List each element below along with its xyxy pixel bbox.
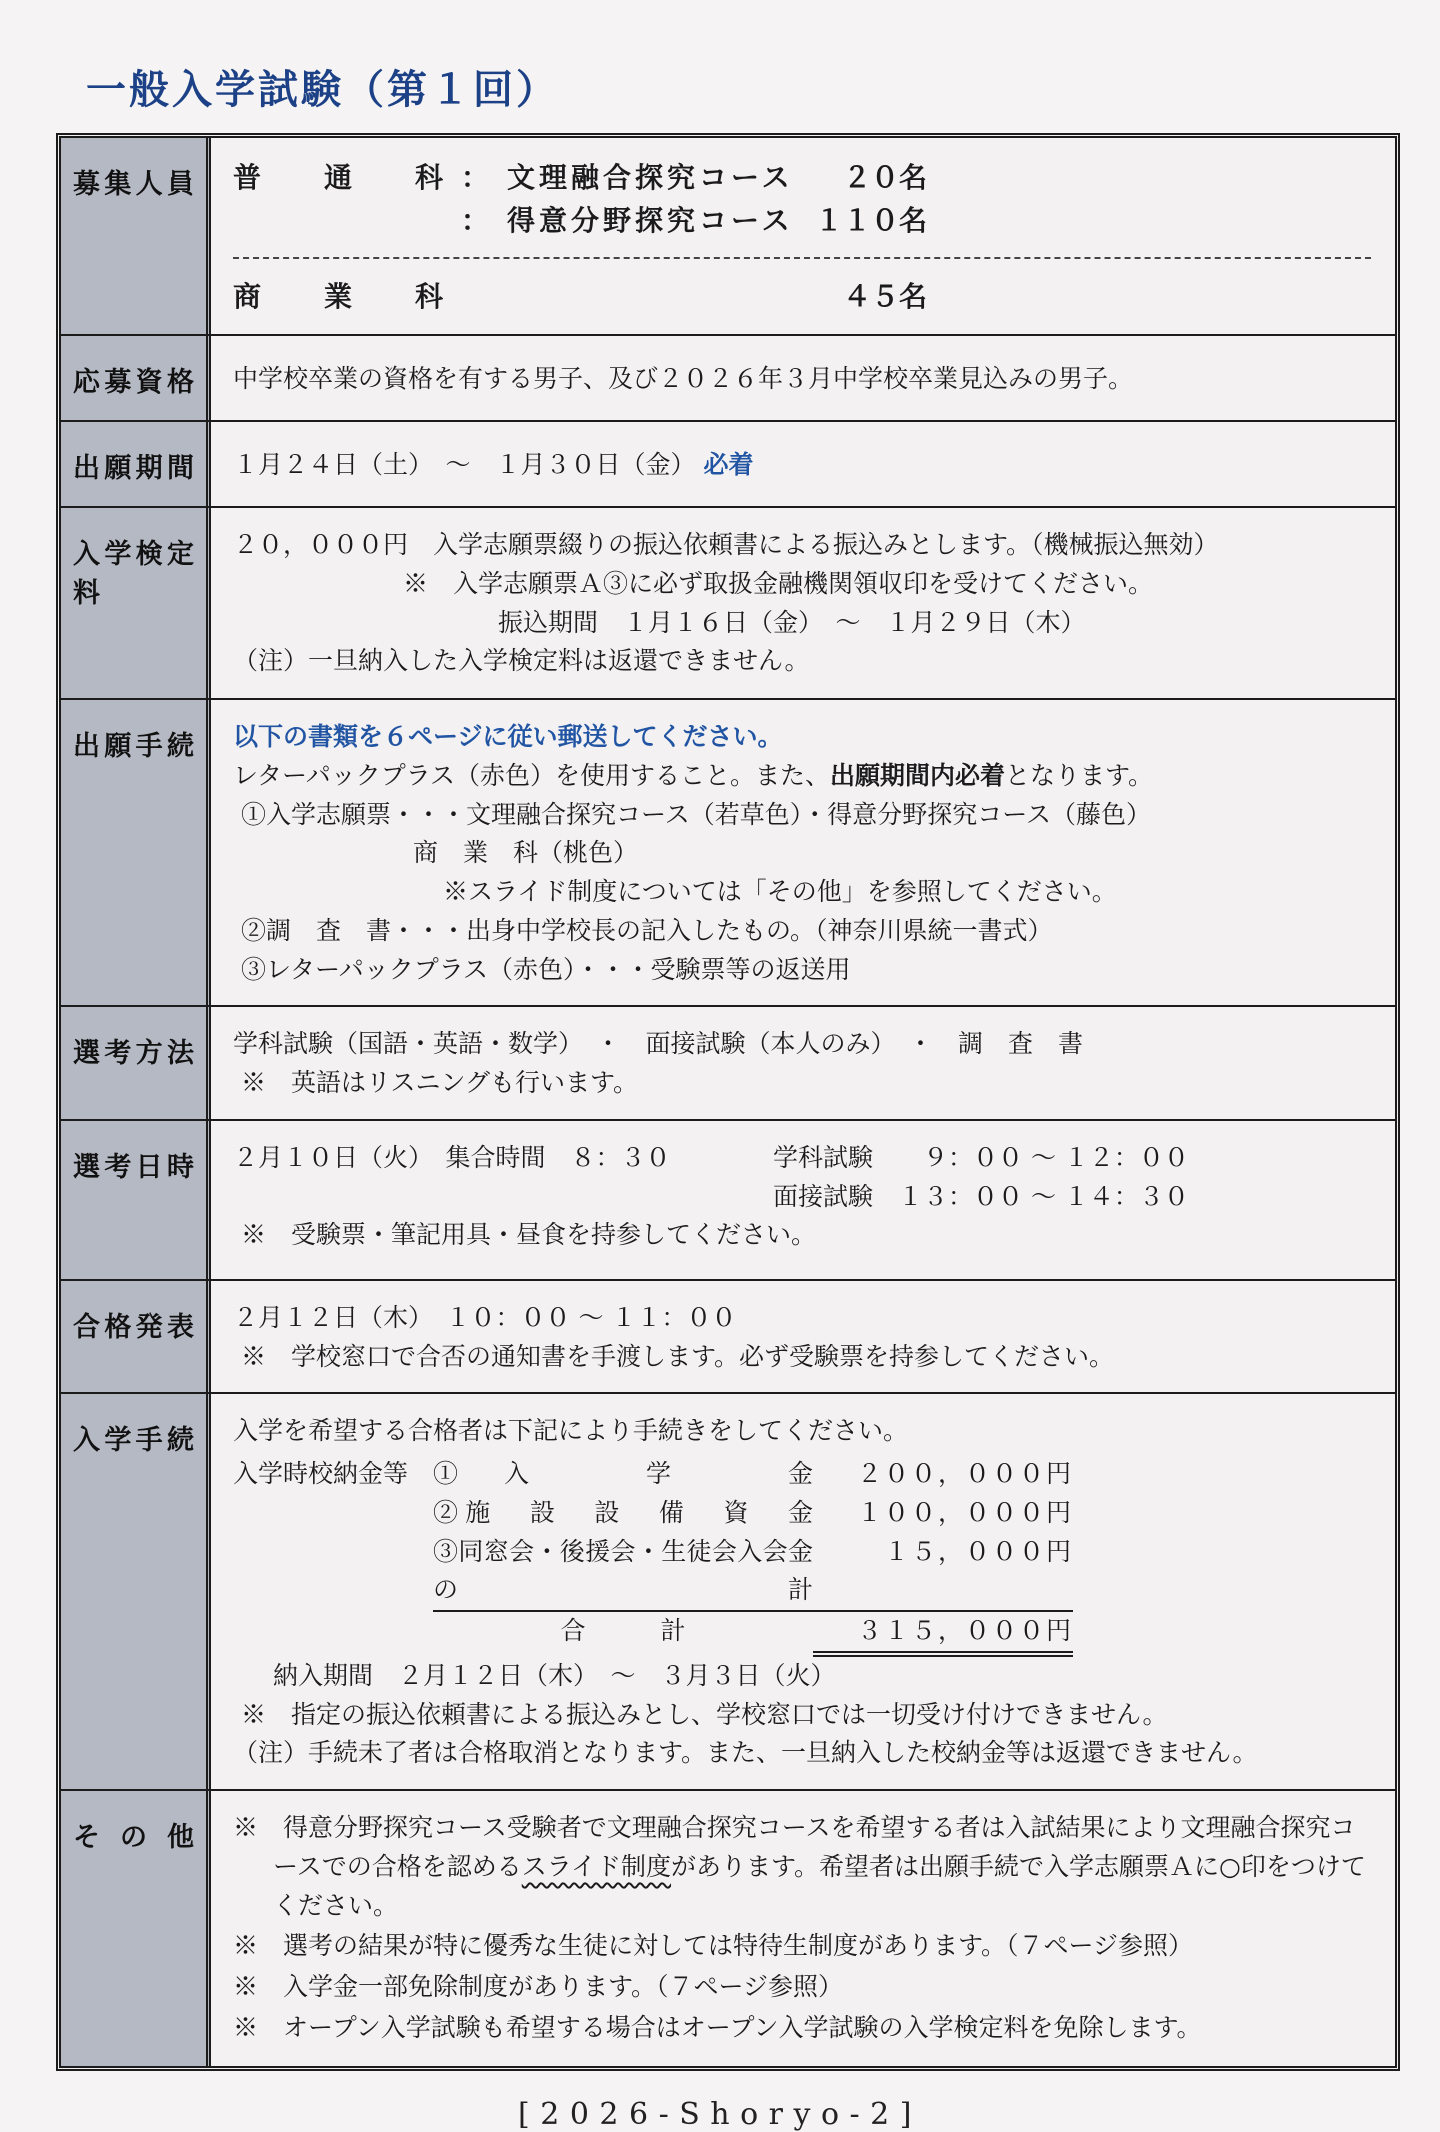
announcement-line-1: ２月１２日（木） １０：００ ～ １１：００ xyxy=(233,1302,737,1332)
row-announcement-label: 合格発表 xyxy=(61,1281,211,1393)
period-text: １月２４日（土） ～ １月３０日（金） xyxy=(233,450,704,480)
enrollment-payment-period: 納入期間 ２月１２日（木） ～ ３月３日（火） xyxy=(273,1660,836,1690)
procedure-line-1: 以下の書類を６ページに従い郵送してください。 xyxy=(233,722,783,752)
row-period xyxy=(61,420,1395,506)
row-recruit xyxy=(61,138,1395,334)
fee-total xyxy=(433,1612,1073,1657)
procedure-line-4: 商 業 科（桃色） xyxy=(413,838,639,868)
schedule-date: ２月１０日（火） 集合時間 ８：３０ xyxy=(233,1142,671,1172)
row-other-content xyxy=(211,1791,1395,2066)
procedure-line-5: ※スライド制度については「その他」を参照してください。 xyxy=(443,877,1117,907)
row-method-label: 選考方法 xyxy=(61,1007,211,1119)
row-exam-fee-content xyxy=(211,508,1395,698)
row-exam-fee-label: 入学検定料 xyxy=(61,508,211,698)
recruit-course-2: 得意分野探究コース xyxy=(507,204,794,238)
schedule-line-1 xyxy=(233,1139,1371,1178)
fee-item-3 xyxy=(433,1533,1073,1613)
recruit-count-2: １１０名 xyxy=(814,204,927,238)
procedure-line-2 xyxy=(233,757,1371,796)
enrollment-intro: 入学を希望する合格者は下記により手続きをしてください。 xyxy=(233,1416,909,1446)
row-recruit-label: 募集人員 xyxy=(61,138,211,334)
exam-fee-line-2: ※ 入学志願票Ａ③に必ず取扱金融機関領収印を受けてください。 xyxy=(403,568,1154,598)
row-qualification-label: 応募資格 xyxy=(61,336,211,420)
recruit-count-1: ２０名 xyxy=(842,161,927,194)
row-enrollment xyxy=(61,1392,1395,1789)
other-item-1-wavy: スライド制度 xyxy=(521,1851,672,1881)
row-period-content xyxy=(211,422,1395,506)
page-title: 一般入学試験（第１回） xyxy=(86,66,559,113)
procedure-line-2-bold: 出願期間内必着 xyxy=(830,760,1006,790)
procedure-line-6: ②調 査 書・・・出身中学校長の記入したもの。（神奈川県統一書式） xyxy=(241,915,1053,945)
recruit-count-3: ４５名 xyxy=(842,279,927,313)
other-item-3: ※ 入学金一部免除制度があります。（７ページ参照） xyxy=(233,1972,844,2002)
enrollment-note-2: （注）手続未了者は合格取消となります。また、一旦納入した校納金等は返還できません。 xyxy=(233,1738,1258,1768)
row-procedure-label: 出願手続 xyxy=(61,700,211,1005)
row-procedure-content xyxy=(211,700,1395,1005)
fee-total-amount: ３１５，０００円 xyxy=(813,1612,1073,1657)
procedure-line-2-post: となります。 xyxy=(1005,760,1154,790)
period-highlight: 必着 xyxy=(703,450,754,480)
fee-3-name: ③同窓会・後援会・生徒会入会金の計 xyxy=(433,1536,813,1605)
row-other-label: その他 xyxy=(61,1791,211,2066)
fee-item-1 xyxy=(433,1455,1073,1494)
schedule-note: ※ 受験票・筆記用具・昼食を持参してください。 xyxy=(241,1220,817,1250)
fee-2-name: ②施 設 設 備 資 金 xyxy=(433,1497,813,1527)
schedule-exam-1: 学科試験 ９：００ ～ １２：００ xyxy=(773,1142,1189,1172)
other-item-1-post: があります。希望者は出願手続で入学志願票Ａに○印をつけてください。 xyxy=(273,1851,1366,1920)
row-period-label: 出願期間 xyxy=(61,422,211,506)
recruit-line-3 xyxy=(233,275,1371,318)
enrollment-fee-block xyxy=(233,1455,1371,1657)
row-schedule xyxy=(61,1119,1395,1279)
schedule-spacer xyxy=(233,1178,773,1217)
fee-total-name: 合 計 xyxy=(560,1616,686,1646)
row-method xyxy=(61,1005,1395,1119)
other-item-1-pre: ※ 得意分野探究コース受験者で文理融合探究コースを希望する者は入試結果により文理融合探究コースでの合格を認める xyxy=(233,1813,1356,1881)
row-procedure xyxy=(61,698,1395,1005)
row-enrollment-content xyxy=(211,1394,1395,1789)
recruit-dept-commerce: 商業科 xyxy=(233,279,443,313)
row-announcement-content xyxy=(211,1281,1395,1393)
enrollment-fees-label: 入学時校納金等 xyxy=(233,1459,409,1489)
procedure-line-2-pre: レターパックプラス（赤色）を使用すること。また、 xyxy=(233,760,831,790)
row-other xyxy=(61,1789,1395,2066)
fee-1-amount: ２００，０００円 xyxy=(856,1459,1073,1489)
fee-item-2 xyxy=(433,1494,1073,1533)
recruit-colon-1: ： xyxy=(460,161,489,194)
schedule-line-2 xyxy=(233,1178,1371,1217)
page-footer: [2026-Shoryo-2] xyxy=(518,2096,922,2132)
method-line-1: 学科試験（国語・英語・数学） ・ 面接試験（本人のみ） ・ 調 査 書 xyxy=(233,1029,1084,1059)
row-method-content xyxy=(211,1007,1395,1119)
row-announcement xyxy=(61,1279,1395,1393)
fee-1-name: ①入 学 金 xyxy=(433,1459,813,1489)
recruit-divider xyxy=(233,257,1371,259)
procedure-line-7: ③レターパックプラス（赤色）・・・受験票等の返送用 xyxy=(241,954,851,984)
row-schedule-content xyxy=(211,1121,1395,1279)
schedule-exam-2: 面接試験 １３：００ ～ １４：３０ xyxy=(773,1181,1189,1211)
recruit-colon-2: ： xyxy=(460,204,489,238)
enrollment-fee-items xyxy=(433,1455,1073,1657)
exam-fee-line-1: ２０，０００円 入学志願票綴りの振込依頼書による振込みとします。（機械振込無効） xyxy=(233,530,1219,560)
qualification-text: 中学校卒業の資格を有する男子、及び２０２６年３月中学校卒業見込みの男子。 xyxy=(233,364,1134,394)
fee-2-amount: １００，０００円 xyxy=(856,1497,1073,1527)
other-item-1 xyxy=(233,1809,1371,1925)
row-qualification xyxy=(61,334,1395,420)
exam-fee-line-4: （注）一旦納入した入学検定料は返還できません。 xyxy=(233,646,810,676)
method-line-2: ※ 英語はリスニングも行います。 xyxy=(241,1068,639,1098)
row-exam-fee xyxy=(61,506,1395,698)
other-item-4: ※ オープン入学試験も希望する場合はオープン入学試験の入学検定料を免除します。 xyxy=(233,2012,1202,2042)
admission-table xyxy=(56,133,1400,2071)
exam-fee-line-3: 振込期間 １月１６日（金） ～ １月２９日（木） xyxy=(498,607,1086,637)
row-schedule-label: 選考日時 xyxy=(61,1121,211,1279)
announcement-note: ※ 学校窓口で合否の通知書を手渡します。必ず受験票を持参してください。 xyxy=(241,1341,1115,1371)
row-recruit-content xyxy=(211,138,1395,334)
recruit-line-2 xyxy=(233,199,1371,242)
recruit-line-1 xyxy=(233,156,1371,199)
row-enrollment-label: 入学手続 xyxy=(61,1394,211,1789)
recruit-dept-general: 普通科 xyxy=(233,161,443,194)
recruit-course-1: 文理融合探究コース xyxy=(507,161,794,194)
procedure-line-3: ①入学志願票・・・文理融合探究コース（若草色）・得意分野探究コース（藤色） xyxy=(241,799,1152,829)
fee-3-amount: １５，０００円 xyxy=(883,1536,1073,1566)
other-item-2: ※ 選考の結果が特に優秀な生徒に対しては特待生制度があります。（７ページ参照） xyxy=(233,1931,1194,1961)
enrollment-note-1: ※ 指定の振込依頼書による振込みとし、学校窓口では一切受け付けできません。 xyxy=(241,1699,1168,1729)
row-qualification-content xyxy=(211,336,1395,420)
